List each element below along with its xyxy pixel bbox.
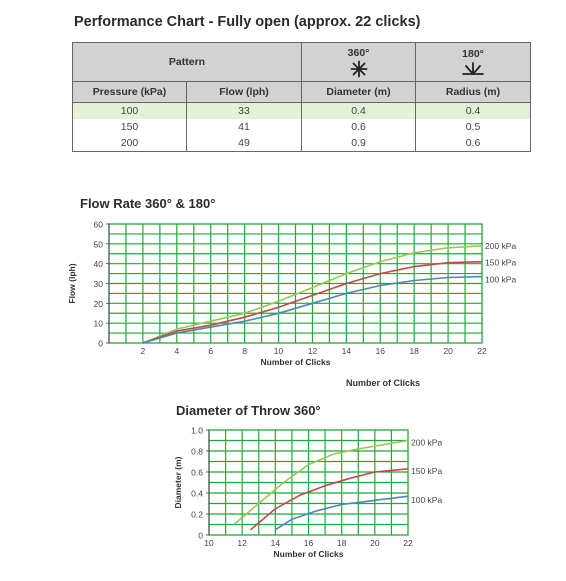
half-circle-spray-icon [462, 62, 484, 76]
table-column-header-row [73, 82, 531, 102]
series-end-label: 100 kPa [411, 495, 443, 506]
cell-flow: 41 [187, 119, 302, 135]
x-tick-label: 18 [409, 346, 419, 356]
pattern-360-label: 360° [347, 46, 370, 59]
series-end-label: 100 kPa [485, 274, 517, 285]
cell-pressure: 150 [73, 119, 187, 135]
pattern-360-header [302, 43, 416, 82]
y-axis-title: Flow (lph) [67, 263, 77, 304]
table-row [73, 102, 531, 119]
y-tick-label: 0.2 [191, 509, 203, 520]
series-end-label: 150 kPa [485, 257, 517, 268]
diameter-chart-title: Diameter of Throw 360° [176, 403, 321, 418]
pattern-180-header [416, 43, 531, 82]
x-axis-title: Number of Clicks [260, 357, 331, 367]
x-tick-label: 6 [208, 346, 214, 356]
cell-flow: 49 [187, 135, 302, 152]
y-tick-label: 1.0 [191, 425, 203, 436]
table-row [73, 119, 531, 135]
y-tick-label: 0.4 [191, 488, 203, 499]
y-tick-label: 60 [93, 219, 103, 230]
x-tick-label: 2 [140, 346, 146, 356]
x-axis-title: Number of Clicks [273, 549, 344, 559]
x-tick-label: 10 [204, 538, 214, 548]
cell-diameter: 0.4 [302, 102, 416, 119]
x-tick-label: 14 [270, 538, 281, 548]
col-flow-header: Flow (lph) [187, 82, 302, 102]
x-tick-label: 12 [237, 538, 247, 548]
pattern-180-label: 180° [462, 47, 484, 60]
flow-chart-title: Flow Rate 360° & 180° [80, 196, 216, 211]
y-tick-label: 20 [93, 298, 103, 309]
y-axis-title: Diameter (m) [173, 456, 183, 509]
y-tick-label: 50 [93, 239, 103, 250]
x-tick-label: 4 [174, 346, 180, 356]
col-diameter-header: Diameter (m) [302, 82, 416, 102]
flow-rate-chart [60, 214, 560, 374]
cell-pressure: 200 [73, 135, 187, 152]
performance-table [72, 42, 531, 152]
series-end-label: 200 kPa [411, 437, 443, 448]
cell-radius: 0.6 [416, 135, 531, 152]
x-tick-label: 20 [443, 346, 453, 356]
x-tick-label: 22 [403, 538, 413, 548]
x-tick-label: 8 [242, 346, 248, 356]
x-tick-label: 18 [336, 538, 347, 548]
stray-axis-label: Number of Clicks [346, 378, 421, 388]
y-tick-label: 10 [93, 318, 103, 329]
x-tick-label: 16 [303, 538, 314, 548]
x-tick-label: 14 [341, 346, 352, 356]
pattern-header: Pattern [73, 43, 302, 82]
cell-pressure: 100 [73, 102, 187, 119]
y-tick-label: 0 [198, 530, 203, 541]
x-tick-label: 12 [307, 346, 318, 356]
col-pressure-header: Pressure (kPa) [73, 82, 187, 102]
y-tick-label: 40 [93, 259, 103, 270]
y-tick-label: 0.6 [191, 467, 203, 478]
cell-radius: 0.5 [416, 119, 531, 135]
y-tick-label: 30 [93, 279, 103, 289]
table-row [73, 135, 531, 152]
y-tick-label: 0 [98, 338, 103, 349]
series-end-label: 150 kPa [411, 465, 443, 476]
cell-diameter: 0.9 [302, 135, 416, 152]
cell-diameter: 0.6 [302, 119, 416, 135]
diameter-throw-chart [168, 420, 460, 566]
cell-radius: 0.4 [416, 102, 531, 119]
x-tick-label: 10 [273, 346, 284, 356]
x-tick-label: 22 [477, 346, 487, 356]
y-tick-label: 0.8 [191, 446, 203, 457]
x-tick-label: 20 [370, 538, 380, 548]
cell-flow: 33 [187, 102, 302, 119]
series-end-label: 200 kPa [485, 240, 517, 251]
col-radius-header: Radius (m) [416, 82, 531, 102]
full-circle-spray-icon [349, 61, 369, 77]
performance-table-title: Performance Chart - Fully open (approx. 22 clicks) [74, 14, 421, 30]
x-tick-label: 16 [375, 346, 386, 356]
table-header-row [73, 43, 531, 82]
